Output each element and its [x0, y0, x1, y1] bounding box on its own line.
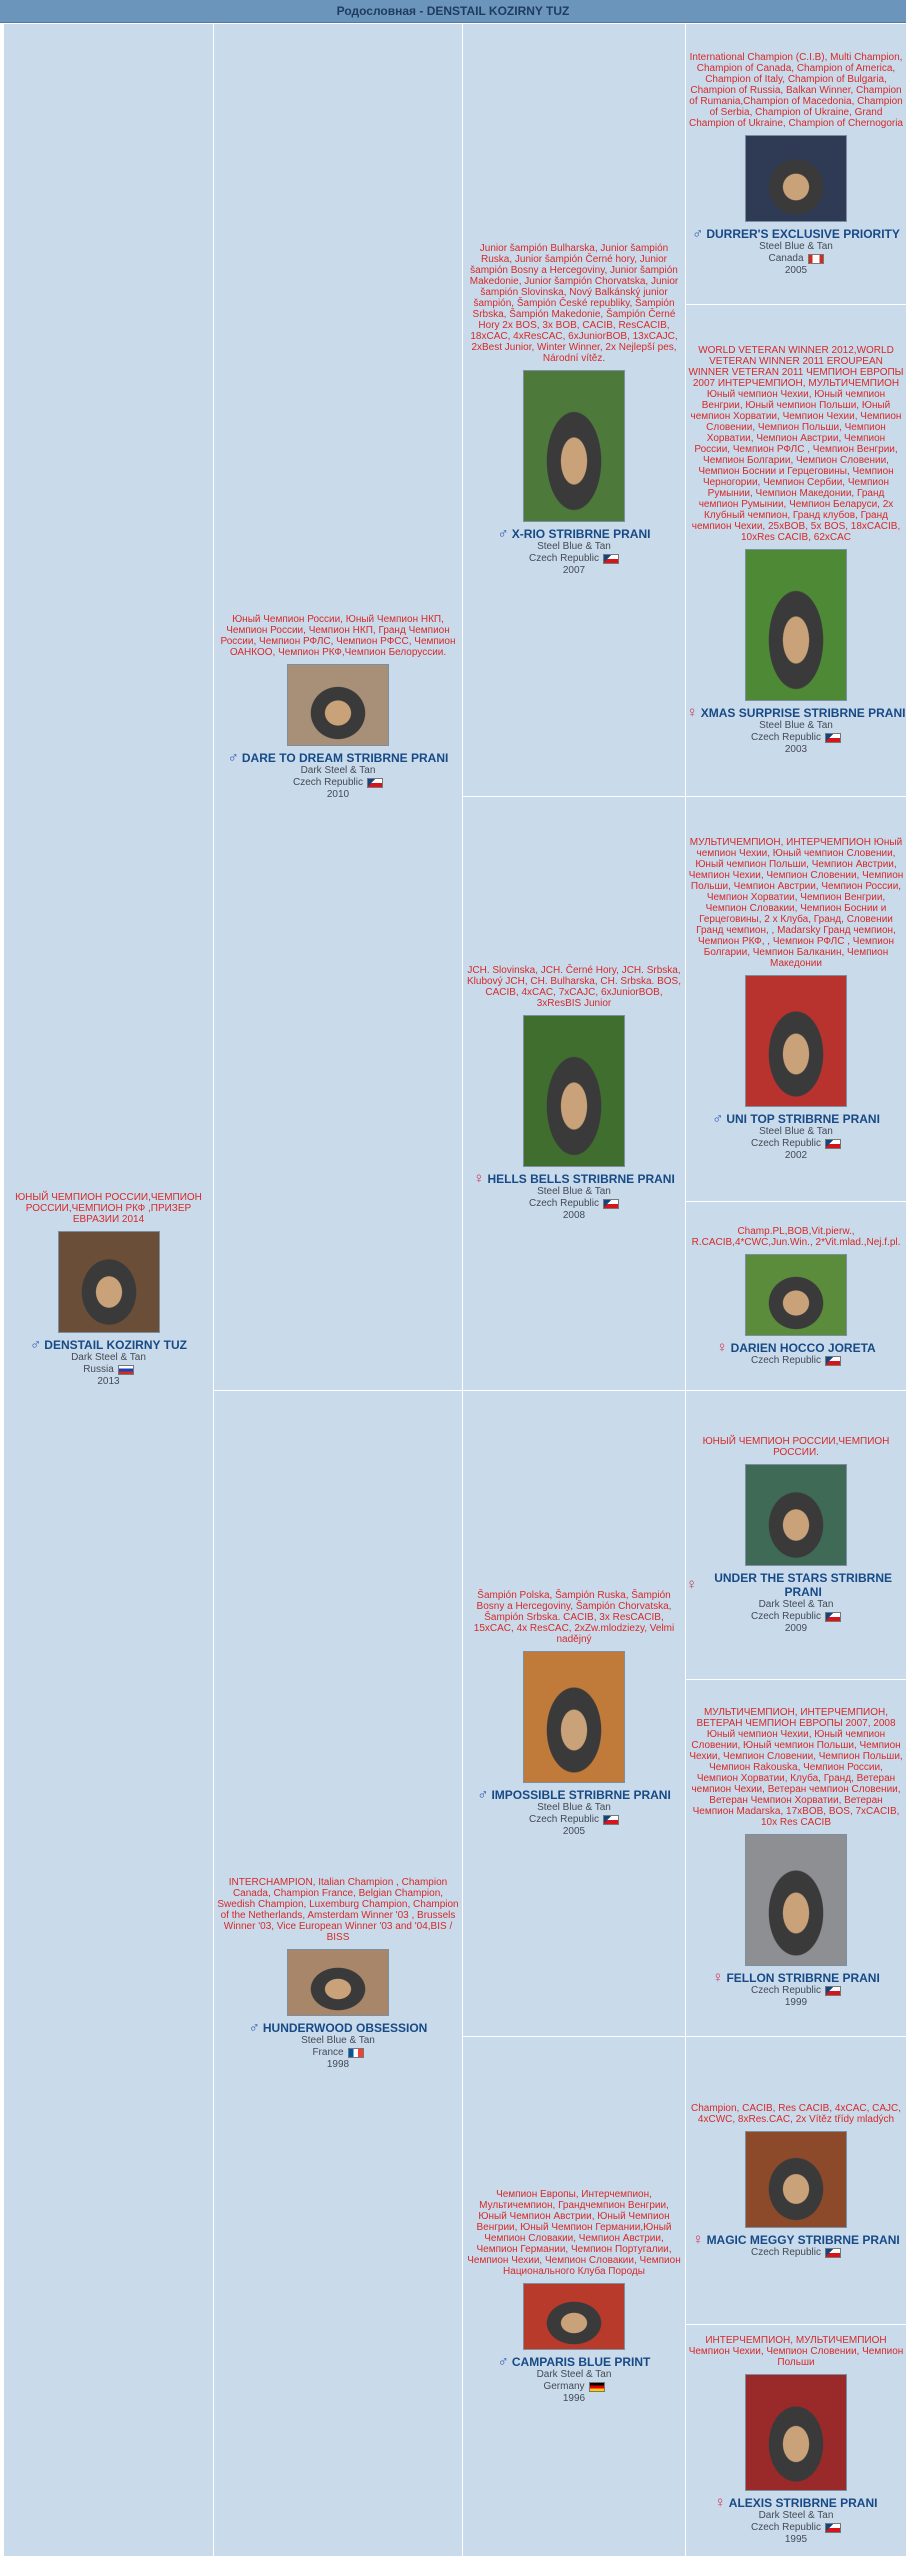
- dog-titles: МУЛЬТИЧЕМПИОН, ИНТЕРЧЕМПИОН, ВЕТЕРАН ЧЕМПИОН ЕВРОПЫ 2007, 2008 Юный чемпион Чехии, Юный чемпион Словении, Юный чемпион Польши, Чемпион Чехии, Чемпион Словении, Чемпион Польши, Чемпион Rakouska, Чемпион России, Чемпион Хорватии, Клуба, Гранд, Ветеран чемпион Чехии, Ветеран чемпион Словении, Ветеран Чемпион Хорватии, Ветеран Чемпион Мadarska, 17xBOB, BOS, 7xCACIB, 10x Res CACIB: [689, 1707, 903, 1828]
- dog-country: Russia: [83, 1364, 114, 1375]
- pedigree-cell: [463, 24, 685, 796]
- dog-name[interactable]: CAMPARIS BLUE PRINT: [511, 2354, 651, 2369]
- dog-name-link[interactable]: [687, 706, 906, 720]
- dog-year: 2005: [784, 264, 808, 276]
- country-flag-icon: [603, 554, 619, 564]
- dog-color: Dark Steel & Tan: [71, 1352, 146, 1363]
- dog-year: 2013: [97, 1376, 120, 1387]
- pedigree-cell: [686, 24, 906, 304]
- dog-name-link[interactable]: [30, 1338, 187, 1352]
- female-icon: ♀: [686, 704, 698, 721]
- pedigree-cell: [463, 1391, 685, 2036]
- dog-name[interactable]: UNI TOP STRIBRNE PRANI: [726, 1111, 880, 1126]
- dog-name[interactable]: DARE TO DREAM STRIBRNE PRANI: [241, 750, 449, 765]
- dog-country-row: [529, 553, 619, 565]
- dog-name-link[interactable]: [692, 224, 900, 242]
- dog-photo[interactable]: [745, 975, 847, 1107]
- dog-country: Czech Republic: [750, 1985, 822, 1996]
- dog-year: 1999: [784, 1997, 808, 2008]
- dog-country-row: [768, 253, 823, 265]
- dog-name[interactable]: HELLS BELLS STRIBRNE PRANI: [487, 1172, 675, 1186]
- dog-name-link[interactable]: [498, 527, 651, 541]
- dog-country: Czech Republic: [750, 1610, 822, 1622]
- dog-color: Steel Blue & Tan: [759, 720, 833, 731]
- dog-name-link[interactable]: [248, 2018, 428, 2036]
- country-flag-icon: [808, 254, 824, 264]
- country-flag-icon: [825, 1986, 841, 1996]
- dog-color: Steel Blue & Tan: [537, 1801, 611, 1813]
- dog-titles: ИНТЕРЧЕМПИОН, МУЛЬТИЧЕМПИОН Чемпион Чехии, Чемпион Словении, Чемпион Польши: [688, 2335, 904, 2368]
- dog-photo[interactable]: [745, 2374, 847, 2491]
- dog-titles: WORLD VETERAN WINNER 2012,WORLD VETERAN WINNER 2011 EROUPEAN WINNER VETERAN 2011 ЧЕМПИОН ЕВРОПЫ 2007 ИНТЕРЧЕМПИОН, МУЛЬТИЧЕМПИОН Юный чемпион Чехии, Юный чемпион Венгрии, Юный чемпион Польши, Юный чемпион Хорватии, Чемпион Чехии, Чемпион Словении, Чемпион Польши, Чемпион Хорватии, Чемпион Австрии, Чемпион России, Чемпион РФЛС , Чемпион Венгрии, Чемпион Болгарии, Чемпион Словении, Чемпион Боснии и Герцеговины, Чемпион Черногории, Чемпион Сербии, Чемпион Румынии, Чемпион Македонии, Гранд чемпион Румынии, Чемпион Беларуси, 2x Клубный чемпион, Гранд клубов, Гранд чемпион Чехии, 25xBOB, 5x BOS, 18xCACIB, 10xRes CACIB, 62xCAC: [688, 345, 904, 543]
- female-icon: ♀: [686, 1575, 698, 1593]
- dog-name-link[interactable]: [473, 1172, 675, 1186]
- dog-country-row: [83, 1364, 134, 1376]
- dog-photo[interactable]: [745, 135, 847, 222]
- dog-photo[interactable]: [58, 1231, 160, 1333]
- dog-country: Czech Republic: [750, 2246, 822, 2258]
- dog-titles: Юный Чемпион России, Юный Чемпион НКП, Чемпион России, Чемпион НКП, Гранд Чемпион России, Чемпион РФЛС, Чемпион РФСС, Чемпион ОАНКОО, Чемпион РКФ,Чемпион Белоруссии.: [220, 613, 456, 658]
- country-flag-icon: [348, 2048, 364, 2058]
- dog-year: 1998: [326, 2058, 350, 2070]
- pedigree-cell: [4, 24, 213, 2556]
- male-icon: ♂: [497, 525, 509, 542]
- dog-photo[interactable]: [523, 1015, 625, 1167]
- dog-color: Dark Steel & Tan: [758, 2510, 834, 2521]
- male-icon: ♂: [227, 748, 239, 766]
- female-icon: ♀: [716, 1338, 728, 1356]
- dog-country-row: [529, 1198, 619, 1210]
- country-flag-icon: [825, 1139, 841, 1149]
- dog-name[interactable]: MAGIC MEGGY STRIBRNE PRANI: [706, 2232, 900, 2247]
- pedigree-cell: [463, 2037, 685, 2556]
- dog-titles: INTERCHAMPION, Italian Champion , Champion Canada, Champion France, Belgian Champion, Swedish Champion, Luxemburg Champion, Champion of the Netherlands, Amsterdam Winner '03 , Brussels Winner '03, Vice European Winner '03 and '04,BIS / BISS: [217, 1876, 459, 1943]
- dog-photo[interactable]: [523, 370, 625, 522]
- pedigree-cell: [463, 797, 685, 1390]
- dog-name[interactable]: XMAS SURPRISE STRIBRNE PRANI: [700, 706, 906, 720]
- dog-country: Czech Republic: [292, 776, 364, 788]
- dog-photo[interactable]: [287, 1949, 389, 2016]
- dog-photo[interactable]: [745, 1464, 847, 1566]
- dog-photo[interactable]: [745, 1254, 847, 1336]
- dog-name[interactable]: X-RIO STRIBRNE PRANI: [511, 527, 651, 541]
- dog-name-link[interactable]: [716, 1338, 876, 1356]
- female-icon: ♀: [473, 1170, 485, 1187]
- dog-country: Czech Republic: [528, 1813, 600, 1825]
- dog-country: Czech Republic: [750, 1354, 822, 1366]
- dog-year: 1995: [784, 2534, 808, 2545]
- dog-country: Czech Republic: [750, 732, 822, 743]
- dog-country-row: [751, 1985, 841, 1997]
- dog-year: 2007: [562, 565, 586, 576]
- pedigree-cell: [686, 305, 906, 796]
- dog-photo[interactable]: [287, 664, 389, 746]
- dog-color: Dark Steel & Tan: [536, 2368, 612, 2380]
- pedigree-cell: [686, 1391, 906, 1679]
- dog-year: 2005: [562, 1825, 586, 1837]
- dog-name[interactable]: DENSTAIL KOZIRNY TUZ: [44, 1338, 187, 1352]
- dog-year: 2003: [784, 744, 808, 755]
- male-icon: ♂: [692, 224, 704, 242]
- country-flag-icon: [367, 778, 383, 788]
- country-flag-icon: [603, 1199, 619, 1209]
- pedigree-cell: [686, 2037, 906, 2324]
- dog-titles: JCH. Slovinska, JCH. Černé Hory, JCH. Srbska, Klubový JCH, CH. Bulharska, CH. Srbska. BOS, CACIB, 4xCAC, 7xCAJC, 6xJuniorBOB, 3xResBIS Junior: [467, 965, 681, 1009]
- dog-year: 2009: [784, 1622, 808, 1634]
- dog-photo[interactable]: [745, 2131, 847, 2228]
- dog-name-link[interactable]: [715, 2496, 878, 2510]
- female-icon: ♀: [714, 2494, 726, 2511]
- dog-name[interactable]: UNDER THE STARS STRIBRNE PRANI: [714, 1570, 893, 1599]
- country-flag-icon: [825, 2523, 841, 2533]
- dog-titles: Junior šampión Bulharska, Junior šampión Ruska, Junior šampión Černé hory, Junior šampión Bosny a Hercegoviny, Junior šampión Makedonie, Junior šampión Chorvatska, Junior šampión Slovinska, Nový Balkánský junior šampión, Šampión České republiky, Šampión Srbska, Šampión Makedonie, Šampión Černé Hory 2x BOS, 3x BOB, CACIB, ResCACIB, 18xCAC, 4xResCAC, 6xJuniorBOB, 13xCAJC, 2xBest Junior, Winter Winner, 2x Nejlepší pes, Národní vítěz.: [469, 243, 679, 364]
- male-icon: ♂: [477, 1785, 489, 1803]
- pedigree-cell: [686, 2325, 906, 2556]
- dog-titles: МУЛЬТИЧЕМПИОН, ИНТЕРЧЕМПИОН Юный чемпион Чехии, Юный чемпион Словении, Юный чемпион Польши, Чемпион Австрии, Чемпион Чехии, Чемпион Словении, Чемпион Польши, Чемпион Австрии, Чемпион России, Чемпион Хорватии, Чемпион Венгрии, Чемпион Словакии, Чемпион Боснии и Герцеговины, 2 х Клуба, Гранд, Словении Гранд чемпион, , Мadarsky Гранд чемпион, Чемпион РКФ, , Чемпион РФЛС , Чемпион Болгарии, Чемпион Балканин, Чемпион Македонии: [688, 836, 904, 969]
- pedigree-cell: [686, 797, 906, 1201]
- female-icon: ♀: [692, 2230, 704, 2248]
- dog-name[interactable]: IMPOSSIBLE STRIBRNE PRANI: [491, 1787, 671, 1802]
- dog-name[interactable]: DARIEN HOCCO JORETA: [730, 1340, 876, 1355]
- dog-color: Steel Blue & Tan: [537, 541, 611, 552]
- dog-name-link[interactable]: [497, 2352, 651, 2370]
- dog-country-row: [751, 732, 841, 744]
- country-flag-icon: [589, 2382, 605, 2392]
- dog-name-link[interactable]: [712, 1109, 880, 1127]
- dog-name[interactable]: DURRER'S EXCLUSIVE PRIORITY: [706, 226, 900, 241]
- pedigree-cell: [214, 24, 462, 1390]
- dog-titles: ЮНЫЙ ЧЕМПИОН РОССИИ,ЧЕМПИОН РОССИИ.: [702, 1435, 890, 1458]
- dog-country: Germany: [543, 2380, 585, 2392]
- dog-color: Steel Blue & Tan: [759, 1125, 833, 1137]
- dog-country-row: [751, 1355, 841, 1367]
- dog-country-row: [543, 2381, 604, 2393]
- dog-country-row: [293, 777, 383, 789]
- dog-titles: Чемпион Европы, Интерчемпион, Мультичемпион, Грандчемпион Венгрии, Юный Чемпион Австрии, Юный Чемпион Венгрии, Юный Чемпион Германии,Юный Чемпион Словакии, Чемпион Австрии, Чемпион Германии, Чемпион Португалии, Чемпион Чехии, Чемпион Словакии, Чемпион Национального Клуба Породы: [467, 2188, 681, 2277]
- dog-country-row: [751, 2522, 841, 2534]
- dog-color: Steel Blue & Tan: [759, 240, 833, 252]
- page-title: Родословная - DENSTAIL KOZIRNY TUZ: [0, 0, 906, 23]
- dog-name-link[interactable]: [712, 1971, 880, 1985]
- dog-country-row: [529, 1814, 619, 1826]
- dog-country: Czech Republic: [528, 1198, 600, 1209]
- country-flag-icon: [603, 1815, 619, 1825]
- dog-name-link[interactable]: [477, 1785, 671, 1803]
- dog-titles: Šampión Polska, Šampión Ruska, Šampión Bosny a Hercegoviny, Šampión Chorvatska, Šampión Srbska. CACIB, 3x ResCACIB, 15xCAC, 4x ResCAC, 2xZw.mlodziezy, Velmi nadějný: [473, 1589, 675, 1645]
- dog-country: Czech Republic: [750, 2522, 822, 2533]
- dog-name[interactable]: ALEXIS STRIBRNE PRANI: [728, 2496, 878, 2510]
- country-flag-icon: [825, 1356, 841, 1366]
- country-flag-icon: [825, 733, 841, 743]
- female-icon: ♀: [712, 1969, 724, 1986]
- dog-name[interactable]: HUNDERWOOD OBSESSION: [262, 2020, 428, 2035]
- male-icon: ♂: [248, 2018, 260, 2036]
- dog-name[interactable]: FELLON STRIBRNE PRANI: [726, 1971, 880, 1985]
- male-icon: ♂: [497, 2352, 509, 2370]
- dog-name-link[interactable]: [692, 2230, 900, 2248]
- dog-color: Dark Steel & Tan: [758, 1598, 834, 1610]
- country-flag-icon: [825, 2248, 841, 2258]
- dog-country-row: [751, 2247, 841, 2259]
- dog-country: Canada: [768, 252, 804, 264]
- country-flag-icon: [825, 1612, 841, 1622]
- dog-country-row: [751, 1138, 841, 1150]
- dog-titles: Champ.PL,BOB,Vit.pierw., R.CACIB,4*CWC,Jun.Win., 2*Vit.mlad.,Nej.f.pl.: [691, 1225, 901, 1248]
- dog-name-link[interactable]: [686, 1571, 906, 1599]
- dog-year: 2010: [326, 788, 350, 800]
- dog-country-row: [312, 2047, 363, 2059]
- pedigree-cell: [686, 1680, 906, 2036]
- male-icon: ♂: [712, 1109, 724, 1127]
- dog-color: Dark Steel & Tan: [300, 764, 376, 776]
- dog-photo[interactable]: [523, 2283, 625, 2350]
- dog-country: Czech Republic: [750, 1137, 822, 1149]
- dog-titles: Champion, CACIB, Res CACIB, 4xCAC, CAJC, 4xCWC, 8xRes.CAC, 2x Vítěz třídy mladých: [690, 2102, 902, 2125]
- dog-name-link[interactable]: [227, 748, 449, 766]
- dog-photo[interactable]: [745, 1834, 847, 1966]
- dog-titles: International Champion (C.I.B), Multi Champion, Champion of Canada, Champion of America, Champion of Italy, Champion of Bulgaria, Champion of Russia, Balkan Winner, Champion of Rumania,Champion of Macedonia, Champion of Serbia, Champion of Ukraine, Grand Champion of Ukraine, Champion of Chernogoria: [688, 51, 903, 129]
- country-flag-icon: [118, 1365, 134, 1375]
- dog-country: Czech Republic: [528, 553, 600, 564]
- dog-photo[interactable]: [523, 1651, 625, 1783]
- pedigree-cell: [214, 1391, 462, 2556]
- dog-color: Steel Blue & Tan: [537, 1186, 611, 1197]
- dog-color: Steel Blue & Tan: [301, 2034, 375, 2046]
- dog-year: 2002: [784, 1149, 808, 1161]
- dog-year: 2008: [562, 1210, 586, 1221]
- dog-country-row: [751, 1611, 841, 1623]
- dog-photo[interactable]: [745, 549, 847, 701]
- dog-year: 1996: [562, 2392, 586, 2404]
- pedigree-cell: [686, 1202, 906, 1390]
- male-icon: ♂: [30, 1336, 42, 1353]
- dog-titles: ЮНЫЙ ЧЕМПИОН РОССИИ,ЧЕМПИОН РОССИИ,ЧЕМПИОН РКФ ,ПРИЗЕР ЕВРАЗИИ 2014: [15, 1192, 202, 1225]
- dog-country: France: [312, 2046, 344, 2058]
